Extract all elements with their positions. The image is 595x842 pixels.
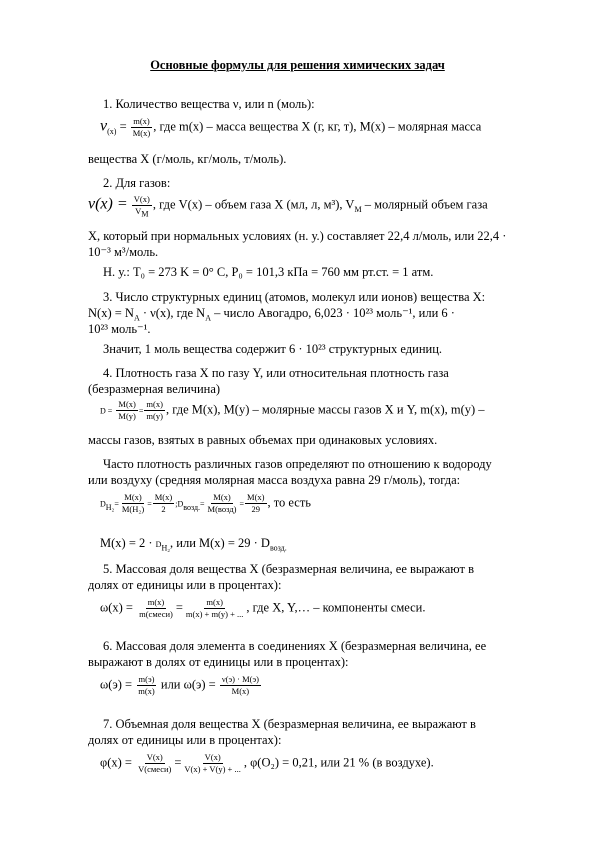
fraction-mx-over-my [116, 399, 137, 422]
fraction-numerator: M(x) [247, 492, 265, 502]
section-7-text-c: , φ(O₂) = 0,21, или 21 % (в воздухе). [243, 755, 434, 770]
section-1-heading: 1. Количество вещества ν, или n (моль): [103, 97, 315, 111]
n-formula-part-1: N(x) = N [88, 306, 134, 320]
section-7-text-a: 7. Объемная доля вещества X (безразмерная величина, ее выражают в [103, 717, 476, 731]
fraction-vx-over-mixture [136, 752, 173, 775]
section-3-conclusion: Значит, 1 моль вещества содержит 6 · 10²³ структурных единиц. [103, 342, 443, 356]
d-symbol: D [155, 540, 162, 549]
section-6-text-b: выражают в долях от единицы или в процентах): [88, 655, 349, 669]
result-part-1: M(x) = 2 · [100, 536, 153, 550]
section-2-formula [88, 194, 488, 217]
fraction-me-over-mx [136, 674, 157, 697]
fraction-numerator: m(x) [133, 116, 150, 126]
fraction-numerator: M(x) [213, 492, 231, 502]
fraction-numerator: ν(э) · M(э) [221, 674, 259, 684]
section-5-text-a: 5. Массовая доля вещества X (безразмерная величина, ее выражают в [103, 562, 474, 576]
section-2-text-a: , где V(x) – объем газа X (мл, л, м³), V [152, 197, 355, 212]
equals-sign: = [114, 499, 119, 509]
fraction-mass-x-over-mass-y [144, 399, 165, 422]
fraction-vx-over-sum [182, 752, 242, 775]
omega-formula-left: ω(x) = [100, 600, 133, 615]
avogadro-text: – число Авогадро, 6,023 · 10²³ моль⁻¹, или 6 · [210, 306, 455, 320]
fraction-denominator: V(смеси) [138, 764, 172, 774]
d-symbol: D [100, 499, 106, 509]
fraction-numerator: m(x) [206, 597, 223, 607]
n-formula-part-2: · ν(x), где N [139, 306, 206, 320]
fraction-denominator: m(y) [146, 411, 163, 421]
fraction-mx-over-mh2 [120, 492, 146, 515]
separator: ; [175, 499, 178, 509]
section-3-text-a: 3. Число структурных единиц (атомов, молекул или ионов) вещества X: [103, 290, 486, 304]
section-4-text-g: , то есть [267, 495, 311, 510]
fraction-denominator: m(смеси) [139, 609, 173, 619]
nu-subscript: (x) [107, 126, 117, 136]
section-6-text-a: 6. Массовая доля элемента в соединениях X (безразмерная величина, ее [103, 639, 487, 653]
section-1-text-b: вещества X (г/моль, кг/моль, т/моль). [88, 152, 287, 166]
omega-element-left: ω(э) = [100, 677, 133, 692]
document-title: Основные формулы для решения химических задач [150, 58, 445, 72]
fraction-denominator: M(возд) [207, 504, 237, 514]
section-3-text-c: 10²³ моль⁻¹. [88, 322, 151, 336]
fraction-numerator: M(x) [124, 492, 142, 502]
d-equals: D = [100, 406, 113, 416]
fraction-denominator: 29 [251, 504, 260, 514]
section-2-text-b: X, который при нормальных условиях (н. у.) составляет 22,4 л/моль, или 22,4 · [88, 229, 507, 243]
normal-conditions-line: Н. у.: T₀ = 273 K = 0° C, P₀ = 101,3 кПа = 760 мм рт.ст. = 1 атм. [103, 265, 434, 279]
fraction-mx-over-29 [245, 492, 266, 515]
vm-subscript-text: M [354, 204, 362, 214]
equals-sign: = [239, 499, 245, 509]
section-4-result [100, 536, 287, 551]
fraction-numerator: m(x) [147, 597, 165, 607]
air-subscript: возд. [269, 543, 287, 553]
section-4-text-b: (безразмерная величина) [88, 382, 221, 396]
fraction-numerator: M(x) [154, 492, 173, 502]
air-subscript: возд. [183, 502, 201, 512]
fraction-mx-over-mixture [137, 597, 175, 620]
section-4-text-c: , где M(x), M(y) – молярные массы газов X и Y, m(x), m(y) – [165, 402, 485, 417]
h2-subscript: H₂ [105, 502, 115, 512]
fraction-numerator: V(x) [146, 752, 163, 762]
equals-sign: = [175, 600, 183, 615]
fraction-denominator: M(y) [118, 411, 136, 421]
section-2-heading: 2. Для газов: [103, 176, 171, 190]
equals-sign: = [138, 406, 144, 416]
section-5-formula [100, 597, 425, 620]
fraction-nu-me-over-mx [220, 674, 261, 697]
na-subscript: A [133, 313, 140, 323]
na-subscript-2: A [205, 313, 211, 323]
fraction-mx-over-sum [184, 597, 246, 620]
section-4-text-f: или воздуху (средняя молярная масса воздуха равна 29 г/моль), тогда: [88, 473, 461, 487]
fraction-denominator: M(x) [231, 686, 250, 696]
section-1-text-a: , где m(x) – масса вещества X (г, кг, т), M(x) – молярная масса [153, 119, 482, 134]
or-omega-text: или ω(э) = [157, 677, 216, 692]
section-4-text-d: массы газов, взятых в равных объемах при одинаковых условиях. [88, 433, 438, 447]
equals-sign: = [174, 755, 182, 770]
fraction-numerator: V(x) [133, 194, 150, 204]
fraction-denominator [133, 206, 150, 217]
section-6-formula [100, 674, 262, 697]
fraction-mx-over-mair [206, 492, 239, 515]
fraction-denominator: M(H₂) [121, 504, 145, 514]
h2-subscript: H₂ [161, 543, 171, 553]
equals-sign: = [119, 119, 127, 134]
fraction-denominator: M(x) [132, 128, 151, 138]
section-2-text-c: 10⁻³ м³/моль. [88, 245, 159, 259]
fraction-numerator: V(x) [204, 752, 221, 762]
fraction-numerator: M(x) [118, 399, 136, 409]
fraction-numerator: m(э) [138, 674, 155, 684]
section-1-formula [100, 116, 481, 139]
vm-subscript: M [141, 209, 149, 219]
fraction-numerator: m(x) [146, 399, 163, 409]
vm-letter: V [135, 206, 142, 216]
section-4-text-a: 4. Плотность газа X по газу Y, или относительная плотность газа [103, 366, 449, 380]
d-symbol: D [177, 499, 184, 509]
fraction-denominator: m(x) + m(y) + ... [185, 609, 244, 619]
fraction-denominator: 2 [161, 504, 166, 514]
fraction-volume-over-molar-volume [132, 194, 152, 217]
section-4-formula [100, 399, 485, 422]
phi-formula-left: φ(x) = [100, 755, 132, 770]
nu-formula-left: ν(x) = [88, 195, 128, 213]
equals-sign: = [200, 499, 205, 509]
section-7-formula [100, 752, 434, 775]
section-2-text-a2: – молярный объем газа [361, 197, 488, 212]
fraction-mass-over-molar [131, 116, 152, 139]
equals-sign: = [147, 499, 152, 509]
section-7-text-b: долях от единицы или в процентах): [88, 733, 282, 747]
section-5-text-c: , где X, Y,… – компоненты смеси. [246, 600, 426, 615]
fraction-denominator: V(x) + V(y) + ... [184, 764, 241, 774]
section-4-text-e: Часто плотность различных газов определяют по отношению к водороду [103, 457, 492, 471]
fraction-denominator: m(x) [138, 686, 155, 696]
section-5-text-b: долях от единицы или в процентах): [88, 578, 282, 592]
fraction-mx-over-2 [153, 492, 174, 515]
section-3-text-b [88, 305, 556, 321]
section-4-density-formulas [100, 492, 311, 515]
nu-symbol: ν [100, 117, 108, 135]
result-part-2: , или M(x) = 29 · D [170, 536, 270, 550]
